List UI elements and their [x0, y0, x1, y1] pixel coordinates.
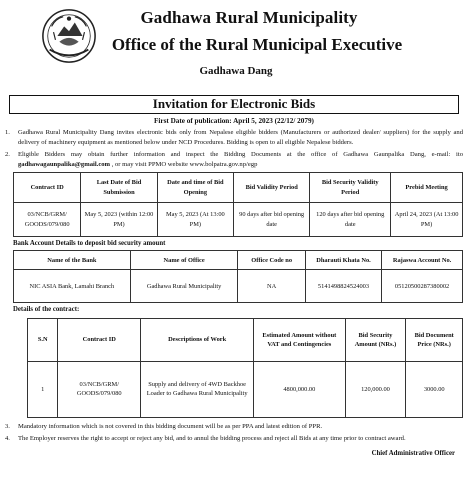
table-cell: 3000.00 [406, 361, 463, 417]
table-header: Estimated Amount without VAT and Contingencies [254, 318, 345, 361]
table-header-row [14, 173, 463, 203]
paragraph-number: 4. [5, 434, 10, 442]
table-cell: 05120500287380002 [382, 270, 463, 303]
table-header: Office Code no [238, 251, 305, 270]
paragraph-2 [5, 150, 463, 170]
location-name: Gadhawa Dang [199, 65, 273, 77]
table-cell: NIC ASIA Bank, Lamahi Branch [14, 270, 131, 303]
signature-title: Chief Administrative Officer [371, 449, 455, 457]
paragraph-text-a: Eligible Bidders may obtain further information and inspect the Bidding Documents at the office of Gadhawa Gaunpalika Dang, e-mail: ito [18, 151, 463, 158]
table-header-row [28, 318, 463, 361]
contract-details-table [27, 318, 463, 418]
paragraph-4 [5, 434, 463, 444]
bid-schedule-table [13, 172, 463, 237]
bank-details-table [13, 250, 463, 303]
table-cell: 03/NCB/GRM/ GOODS/079/080 [14, 203, 81, 237]
paragraph-number: 3. [5, 422, 10, 430]
table-cell: 120 days after bid opening date [310, 203, 391, 237]
paragraph-text-b: , or may visit PPMO website [110, 161, 190, 168]
paragraph-number: 2. [5, 151, 10, 158]
table-header: Dharauti Khata No. [305, 251, 381, 270]
website-link[interactable]: www.bolpatra.gov.np/egp [189, 161, 258, 168]
table-row [14, 270, 463, 303]
table-header: Contract ID [58, 318, 141, 361]
table-header: Bid Security Validity Period [310, 173, 391, 203]
bank-section-title: Bank Account Details to deposit bid security amount [13, 240, 166, 247]
table-header: Last Date of Bid Submission [81, 173, 157, 203]
table-cell: 120,000.00 [345, 361, 406, 417]
table-cell: Gadhawa Rural Municipality [130, 270, 238, 303]
paragraph-3 [5, 422, 463, 432]
municipality-name: Gadhawa Rural Municipality [140, 8, 358, 27]
publication-date: First Date of publication: April 5, 2023 (22/12/ 2079) [154, 117, 314, 125]
email-link[interactable]: gadhawagaunpalika@gmail.com [18, 161, 111, 168]
table-header: Contract ID [14, 173, 81, 203]
table-row [14, 203, 463, 237]
table-header: Prebid Meeting [391, 173, 463, 203]
table-cell: 03/NCB/GRM/ GOODS/079/080 [58, 361, 141, 417]
paragraph-1 [5, 128, 463, 148]
paragraph-text: Gadhawa Rural Municipality Dang invites electronic bids only from Nepalese eligible bidders (Manufacturers or authorized dealer/ suppliers) for the supply and delivery of machinery equipment as mentioned below under NCD Procedures. Bidding is open to all eligible Nepalese bidders. [18, 129, 463, 146]
table-cell: 5141498824524003 [305, 270, 381, 303]
office-name: Office of the Rural Municipal Executive [111, 35, 403, 54]
table-cell: 4800,000.00 [254, 361, 345, 417]
table-cell: April 24, 2023 (At 13:00 PM) [391, 203, 463, 237]
paragraph-number: 1. [5, 129, 10, 136]
table-cell: 1 [28, 361, 58, 417]
table-header-row [14, 251, 463, 270]
table-cell: 90 days after bid opening date [234, 203, 310, 237]
paragraph-text [18, 150, 463, 170]
table-cell: Supply and delivery of 4WD Backhoe Loader to Gadhawa Rural Municipality [141, 361, 254, 417]
table-cell: NA [238, 270, 305, 303]
table-header: Descriptions of Work [141, 318, 254, 361]
contract-section-title: Details of the contract: [13, 306, 80, 314]
table-header: Rajaswa Account No. [382, 251, 463, 270]
paragraph-text: Mandatory information which is not covered in this bidding document will be as per PPA and latest edition of PPR. [18, 422, 323, 430]
table-header: S.N [28, 318, 58, 361]
table-header: Bid Validity Period [234, 173, 310, 203]
table-header: Bid Document Price (NRs.) [406, 318, 463, 361]
table-row [28, 361, 463, 417]
table-header: Name of the Bank [14, 251, 131, 270]
table-cell: May 5, 2023 (At 13:00 PM) [157, 203, 233, 237]
table-cell: May 5, 2023 (within 12:00 PM) [81, 203, 157, 237]
table-header: Name of Office [130, 251, 238, 270]
notice-title: Invitation for Electronic Bids [9, 95, 459, 114]
table-header: Bid Security Amount (NRs.) [345, 318, 406, 361]
paragraph-text: The Employer reserves the right to accept or reject any bid, and to annul the bidding process and reject all Bids at any time prior to contract award. [18, 434, 406, 442]
table-header: Date and time of Bid Opening [157, 173, 233, 203]
header [5, 3, 463, 95]
